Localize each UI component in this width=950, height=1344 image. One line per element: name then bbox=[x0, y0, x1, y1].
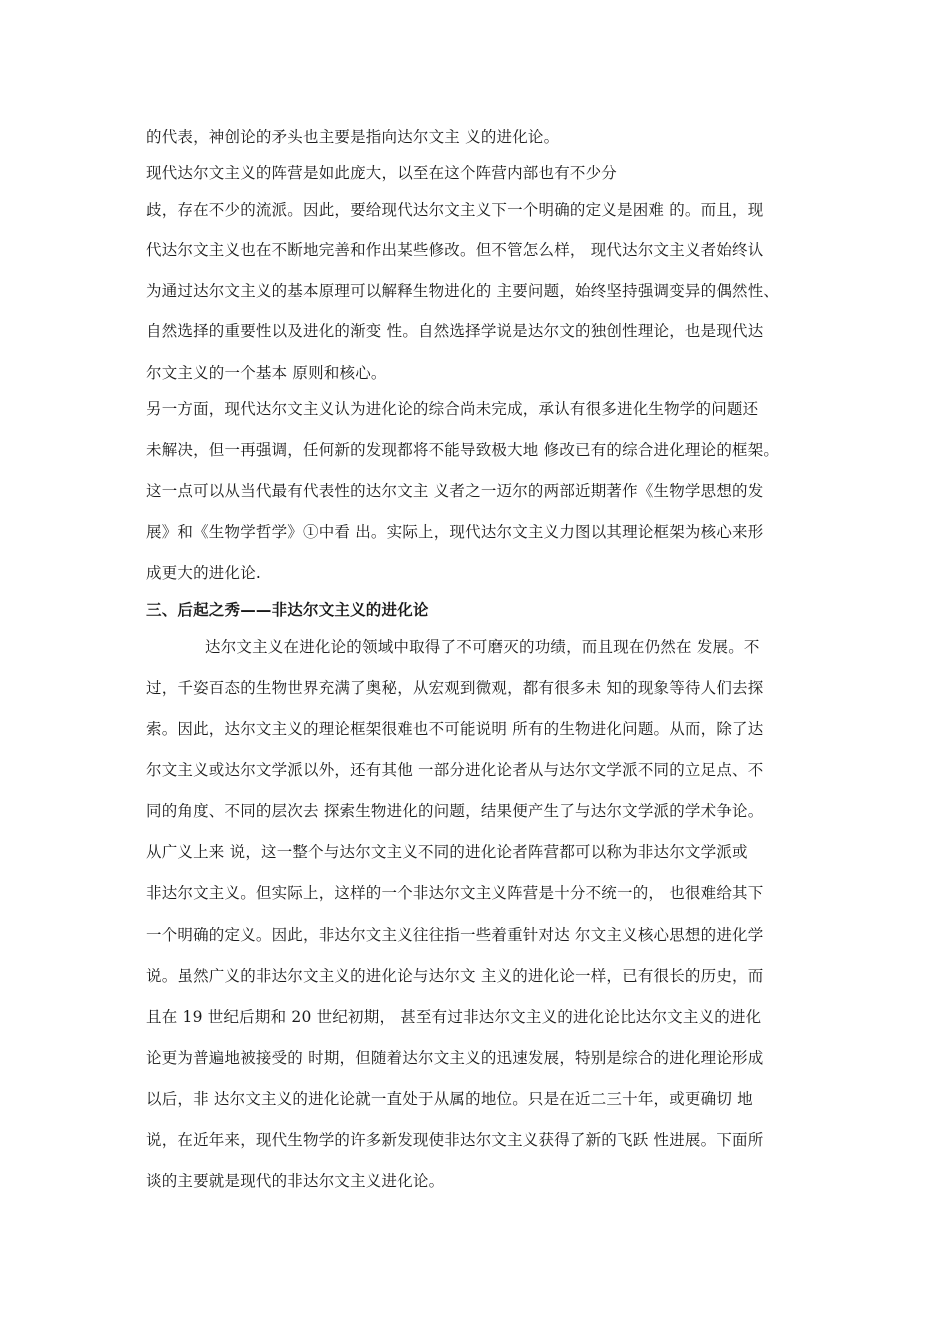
paragraph-line: 从广义上来 说，这一整个与达尔文主义不同的进化论者阵营都可以称为非达尔文学派或 bbox=[146, 843, 748, 861]
paragraph-line: 未解决，但一再强调，任何新的发现都将不能导致极大地 修改已有的综合进化理论的框架。 bbox=[146, 441, 780, 459]
paragraph-line: 过，千姿百态的生物世界充满了奥秘，从宏观到微观，都有很多未 知的现象等待人们去探 bbox=[146, 679, 764, 697]
paragraph-line: 谈的主要就是现代的非达尔文主义进化论。 bbox=[146, 1172, 445, 1190]
paragraph-line: 为通过达尔文主义的基本原理可以解释生物进化的 主要问题，始终坚持强调变异的偶然性、 bbox=[146, 282, 780, 300]
paragraph-line: 非达尔文主义。但实际上，这样的一个非达尔文主义阵营是十分不统一的， 也很难给其下 bbox=[146, 884, 764, 902]
paragraph-line: 的代表，神创论的矛头也主要是指向达尔文主 义的进化论。 bbox=[146, 128, 560, 146]
paragraph-line: 说。虽然广义的非达尔文主义的进化论与达尔文 主义的进化论一样，已有很长的历史，而 bbox=[146, 967, 764, 985]
paragraph-line: 另一方面，现代达尔文主义认为进化论的综合尚未完成，承认有很多进化生物学的问题还 bbox=[146, 400, 759, 418]
paragraph-line: 以后，非 达尔文主义的进化论就一直处于从属的地位。只是在近二三十年，或更确切 地 bbox=[146, 1090, 753, 1108]
paragraph-line: 展》和《生物学哲学》①中看 出。实际上，现代达尔文主义力图以其理论框架为核心来形 bbox=[146, 523, 764, 541]
paragraph-line: 歧，存在不少的流派。因此，要给现代达尔文主义下一个明确的定义是困难 的。而且，现 bbox=[146, 201, 764, 219]
paragraph-line: 成更大的进化论. bbox=[146, 564, 262, 582]
section-heading: 三、后起之秀——非达尔文主义的进化论 bbox=[146, 601, 429, 619]
paragraph-line: 这一点可以从当代最有代表性的达尔文主 义者之一迈尔的两部近期著作《生物学思想的发 bbox=[146, 482, 764, 500]
paragraph-line: 论更为普遍地被接受的 时期，但随着达尔文主义的迅速发展，特别是综合的进化理论形成 bbox=[146, 1049, 764, 1067]
paragraph-line: 一个明确的定义。因此，非达尔文主义往往指一些着重针对达 尔文主义核心思想的进化学 bbox=[146, 926, 764, 944]
paragraph-line: 索。因此，达尔文主义的理论框架很难也不可能说明 所有的生物进化问题。从而，除了达 bbox=[146, 720, 764, 738]
paragraph-line: 自然选择的重要性以及进化的渐变 性。自然选择学说是达尔文的独创性理论，也是现代达 bbox=[146, 322, 764, 340]
paragraph-line: 且在 19 世纪后期和 20 世纪初期， 甚至有过非达尔文主义的进化论比达尔文主义的进化 bbox=[146, 1008, 762, 1026]
paragraph-line: 代达尔文主义也在不断地完善和作出某些修改。但不管怎么样， 现代达尔文主义者始终认 bbox=[146, 241, 764, 259]
paragraph-line: 达尔文主义在进化论的领域中取得了不可磨灭的功绩，而且现在仍然在 发展。不 bbox=[205, 638, 760, 656]
paragraph-line: 同的角度、不同的层次去 探索生物进化的问题，结果便产生了与达尔文学派的学术争论。 bbox=[146, 802, 764, 820]
paragraph-line: 尔文主义的一个基本 原则和核心。 bbox=[146, 364, 387, 382]
paragraph-line: 说，在近年来，现代生物学的许多新发现使非达尔文主义获得了新的飞跃 性进展。下面所 bbox=[146, 1131, 764, 1149]
paragraph-line: 现代达尔文主义的阵营是如此庞大，以至在这个阵营内部也有不少分 bbox=[146, 164, 618, 182]
paragraph-line: 尔文主义或达尔文学派以外，还有其他 一部分进化论者从与达尔文学派不同的立足点、不 bbox=[146, 761, 764, 779]
